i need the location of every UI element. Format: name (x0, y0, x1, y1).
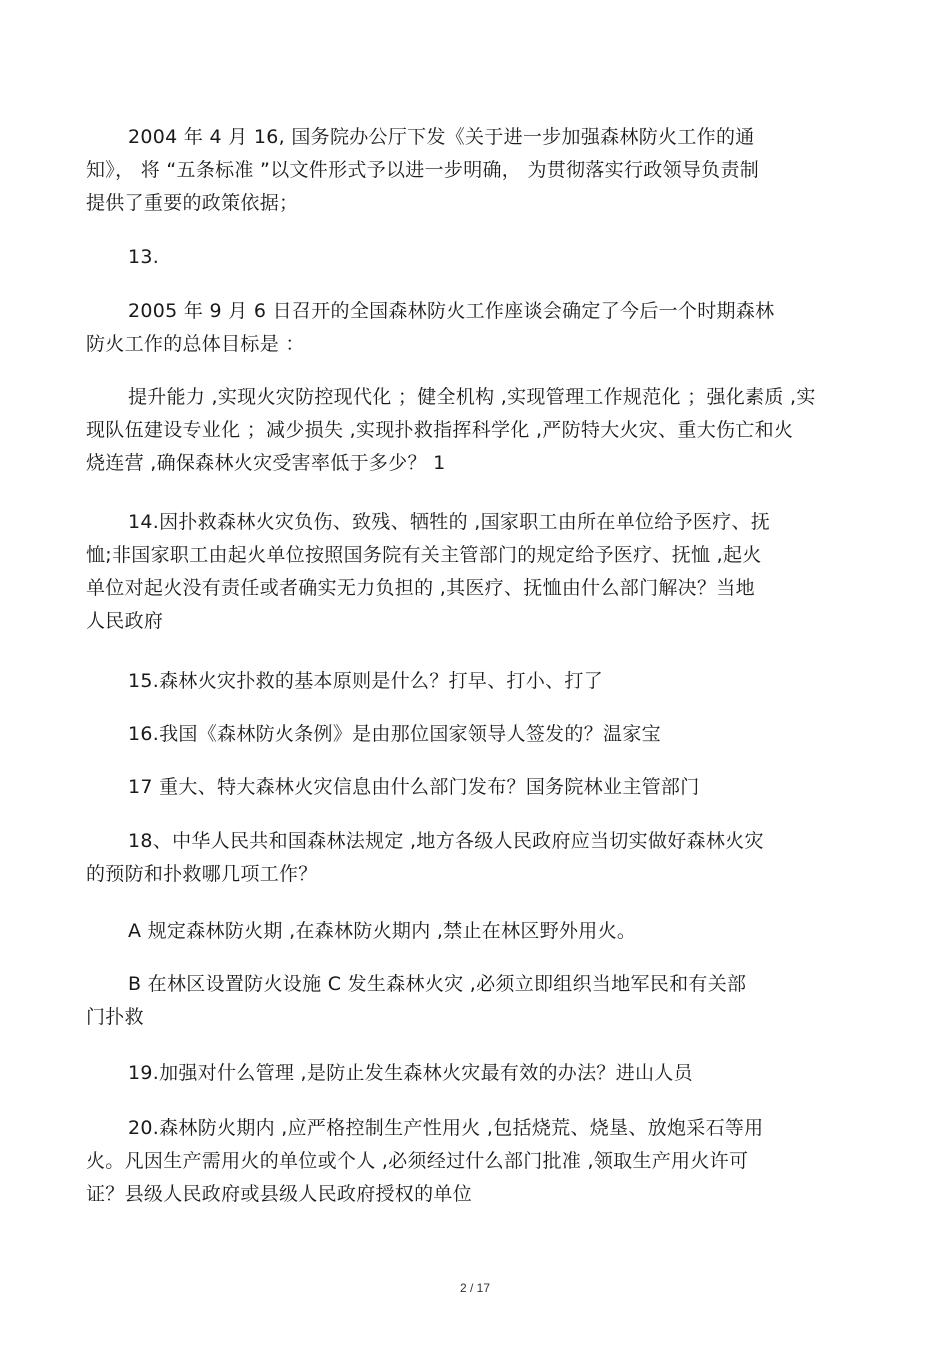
text-line: 提供了重要的政策依据； (86, 192, 299, 214)
paragraph-option-a (86, 915, 876, 948)
text-line: 提升能力 ,实现火灾防控现代化 ；健全机构 ,实现管理工作规范化 ；强化素质 ,实 (128, 386, 816, 408)
text-line: 门扑救 (86, 1006, 144, 1028)
paragraph-option-bc (86, 968, 876, 1034)
text-line: 烧连营 ,确保森林火灾受害率低于多少？ 1 (86, 452, 446, 474)
paragraph-item-18 (86, 825, 876, 891)
text-line: 2005 年 9 月 6 日召开的全国森林防火工作座谈会确定了今后一个时期森林 (128, 300, 775, 322)
paragraph-2004-notice (86, 121, 876, 220)
paragraph-item-20 (86, 1112, 876, 1211)
paragraph-item-15 (86, 665, 876, 698)
text-line: 15.森林火灾扑救的基本原则是什么？打早、打小、打了 (128, 670, 604, 692)
text-line: 人民政府 (86, 610, 164, 632)
paragraph-item-14 (86, 506, 876, 638)
text-line: A 规定森林防火期 ,在森林防火期内 ,禁止在林区野外用火。 (128, 920, 637, 942)
page-number: 2 / 17 (459, 1281, 491, 1295)
text-line: 17 重大、特大森林火灾信息由什么部门发布？国务院林业主管部门 (128, 776, 700, 798)
text-line: 证？县级人民政府或县级人民政府授权的单位 (86, 1183, 473, 1205)
paragraph-item-16 (86, 718, 876, 751)
text-line: 火。凡因生产需用火的单位或个人 ,必须经过什么部门批准 ,领取生产用火许可 (86, 1150, 749, 1172)
paragraph-item-17 (86, 771, 876, 804)
paragraph-goals (86, 381, 876, 480)
text-line: 20.森林防火期内 ,应严格控制生产性用火 ,包括烧荒、烧垦、放炮采石等用 (128, 1117, 764, 1139)
text-line: B 在林区设置防火设施 C 发生森林火灾 ,必须立即组织当地军民和有关部 (128, 973, 747, 995)
text-line: 19.加强对什么管理 ,是防止发生森林火灾最有效的办法？进山人员 (128, 1062, 693, 1084)
text-line: 防火工作的总体目标是 ： (86, 333, 305, 355)
paragraph-item-13 (86, 241, 876, 274)
text-line: 知》， 将 “五条标准 ”以文件形式予以进一步明确， 为贯彻落实行政领导负责制 (86, 159, 760, 181)
text-line: 18、中华人民共和国森林法规定 ,地方各级人民政府应当切实做好森林火灾 (128, 830, 764, 852)
text-line: 单位对起火没有责任或者确实无力负担的 ,其医疗、抚恤由什么部门解决？当地 (86, 577, 755, 599)
text-line: 13. (128, 246, 160, 268)
text-line: 14.因扑救森林火灾负伤、致残、牺牲的 ,国家职工由所在单位给予医疗、抚 (128, 511, 771, 533)
paragraph-2005-meeting (86, 295, 876, 361)
text-line: 现队伍建设专业化 ；减少损失 ,实现扑救指挥科学化 ,严防特大火灾、重大伤亡和火 (86, 419, 794, 441)
text-line: 恤;非国家职工由起火单位按照国务院有关主管部门的规定给予医疗、抚恤 ,起火 (86, 544, 762, 566)
text-line: 16.我国《森林防火条例》是由那位国家领导人签发的？温家宝 (128, 723, 661, 745)
text-line: 2004 年 4 月 16, 国务院办公厅下发《关于进一步加强森林防火工作的通 (128, 126, 755, 148)
text-line: 的预防和扑救哪几项工作？ (86, 863, 318, 885)
paragraph-item-19 (86, 1057, 876, 1090)
